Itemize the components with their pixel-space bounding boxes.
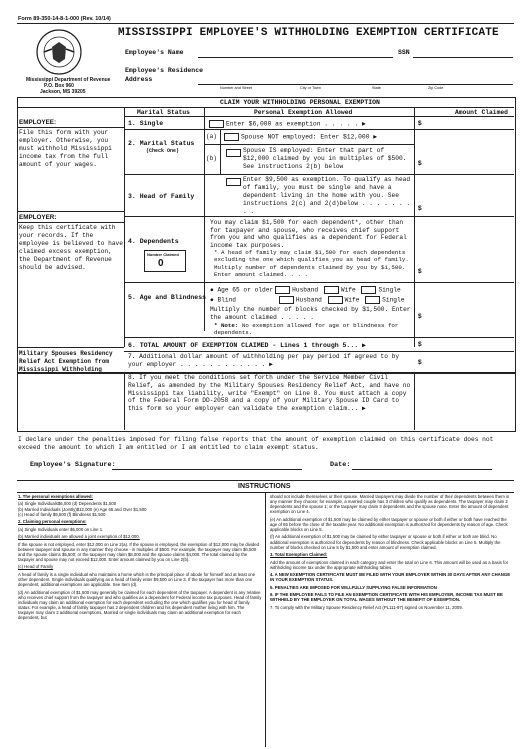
line8-text bbox=[128, 374, 412, 413]
instruction-paragraph: Add the amount of exemptions claimed in each category and enter the total on Line 6. This amount will be used as a basis for withholding income tax under the appropriate withholding tables. bbox=[270, 559, 509, 570]
line8-arrow: ▶ bbox=[361, 405, 366, 413]
instruction-paragraph: (f) An additional exemption of $1,500 may be claimed by either taxpayer or spouse or both if either or both are blind. No additional exemption is authorized for dependents by reason of blindness. Check applicable blocks on Line 5. Multiply the number of blocks checked on Line 5 by $1,500 and enter amount of exemption claimed. bbox=[270, 534, 501, 550]
ssn-label: SSN bbox=[398, 49, 410, 56]
dept-po: P.O. Box 960 bbox=[44, 83, 74, 89]
line2a-mark: (a) bbox=[206, 133, 217, 140]
residence-label: Employee's Residence bbox=[125, 67, 204, 74]
instruction-paragraph: (d) An additional exemption of $1,500 may generally be claimed for each dependent of the taxpayer. A dependent is any relative who receives chief support from the taxpayer and who qualifies as a dependent for Federal income tax purposes. Head of family individuals may claim an additional exemption for each dependent excluding the one which qualifies you for head of family status. For example, a head of family taxpayer has 2 dependent children and his dependent mother living with him. The taxpayer may claim 2 additional exemptions. Married or single individuals may claim an additional exemption for each dependent, but bbox=[18, 589, 262, 620]
blind-single-checkbox[interactable] bbox=[365, 296, 380, 304]
line2a-row bbox=[222, 133, 377, 141]
instruction-paragraph: 3. Total Exemption Claimed: bbox=[270, 552, 328, 558]
employee-name-label: Employee's Name bbox=[125, 49, 184, 56]
age65-single-label: Single bbox=[378, 286, 401, 294]
line2a-checkbox[interactable] bbox=[224, 133, 239, 141]
line2a-text: Spouse NOT employed: Enter $12,000 bbox=[241, 133, 370, 141]
employer-text: Keep this certificate with your records. If the employee is believed to have claimed excess exemption, the Department of Revenue should be advised. bbox=[19, 224, 123, 271]
line4-dollar: $ bbox=[418, 268, 422, 275]
line5-dollar: $ bbox=[418, 313, 422, 320]
line3-label: 3. Head of Family bbox=[128, 193, 195, 200]
blind-husband-label: Husband bbox=[295, 296, 322, 304]
seal-icon bbox=[36, 29, 82, 75]
instructions-left bbox=[18, 494, 262, 622]
line6-row bbox=[128, 341, 366, 349]
blind-single-label: Single bbox=[382, 296, 405, 304]
line2a-arrow: ▶ bbox=[373, 133, 378, 141]
addr-sub-state: State bbox=[372, 86, 381, 90]
line2b-mark: (b) bbox=[206, 155, 217, 162]
employee-text: File this form with your employer. Otherwise, you must withhold Mississippi income tax from the full amount of your wages. bbox=[19, 129, 112, 168]
form-title: MISSISSIPPI EMPLOYEE'S WITHHOLDING EXEMPTION CERTIFICATE bbox=[118, 27, 499, 39]
addr-sub-zip: Zip Code bbox=[428, 86, 444, 90]
dept-name: Mississippi Department of Revenue bbox=[26, 77, 111, 83]
line7-dollar: $ bbox=[418, 359, 422, 366]
line1-row bbox=[207, 120, 366, 128]
line7-text bbox=[128, 353, 412, 368]
line5-label: 5. Age and Blindness bbox=[128, 294, 207, 301]
age65-husband-checkbox[interactable] bbox=[275, 286, 290, 294]
instructions-right bbox=[270, 494, 512, 612]
employer-title: EMPLOYER: bbox=[19, 214, 57, 221]
instruction-paragraph: 1. The personal exemptions allowed: bbox=[18, 494, 93, 499]
address-field[interactable] bbox=[198, 84, 513, 85]
ssn-field[interactable] bbox=[413, 57, 513, 58]
line6-arrow: ▶ bbox=[362, 342, 366, 349]
col-marital-status: Marital Status bbox=[137, 109, 190, 116]
instruction-paragraph: If the spouse is not employed, enter $12,000 on Line 2(a). If the spouse is employed, the exemption of $12,000 may be divided between taxpayer and spouse in any manner they choose - in multiples of $500. For example, the taxpayer may claim $6,500 and the spouse claims $5,500; or the taxpayer may claim $8,000 and the spouse claims $4,000. The total claimed by the taxpayer and spouse may not exceed $12,000. Enter amount claimed by you on Line 2(b). bbox=[18, 541, 260, 562]
line2b-checkbox[interactable] bbox=[226, 149, 241, 157]
instruction-paragraph: should not include themselves or their spouse. Married taxpayers may divide the number of their dependents between them in any manner they choose; for example, a married couple has 3 children who qualify as dependents. The taxpayer may claim 2 dependents and the spouse 1; or the taxpayer may claim 3 dependents and the spouse none. Enter the amount of dependent exemption on Line 4. bbox=[270, 494, 510, 515]
line4-note: * A head of family may claim $1,500 for each dependents excluding the one which qualifies you as head of family. Multiply number of dependents claimed by you by $1,500. Enter amount claimed. . . . bbox=[214, 249, 409, 278]
signature-field[interactable] bbox=[112, 469, 302, 470]
line2-dollar: $ bbox=[418, 160, 422, 167]
declaration-text: I declare under the penalties imposed for filing false reports that the amount of exemption claimed on this certificate does not exceed the amount to which I am entitled or I am entitled to claim exempt status. bbox=[18, 436, 494, 451]
claim-banner: CLAIM YOUR WITHHOLDING PERSONAL EXEMPTION bbox=[220, 99, 380, 106]
instruction-paragraph: (c) Head of Family bbox=[18, 564, 54, 570]
instruction-paragraph: 2. Claiming personal exemptions: bbox=[18, 519, 87, 525]
line1-checkbox[interactable] bbox=[209, 120, 224, 128]
line1-label: 1. Single bbox=[128, 120, 164, 127]
instructions-title: INSTRUCTIONS bbox=[238, 483, 291, 490]
dept-city: Jackson, MS 39205 bbox=[40, 89, 86, 95]
address-label: Address bbox=[125, 76, 153, 83]
line6-text: 6. TOTAL AMOUNT OF EXEMPTION CLAIMED - Lines 1 through 5... bbox=[128, 342, 359, 349]
line5-text: Multiply the number of blocks checked by $1,500. Enter the amount claimed . . . . . bbox=[210, 306, 411, 321]
line5-row1: ● Age 65 or older Husband Wife Single bbox=[210, 286, 401, 294]
line5-note bbox=[214, 322, 412, 337]
age65-husband-label: Husband bbox=[292, 286, 319, 294]
line2-sub: (Check One) bbox=[146, 148, 180, 154]
employee-title: EMPLOYEE: bbox=[19, 119, 57, 126]
military-text: Military Spouses Residency Relief Act Exemption from Mississippi Withholding bbox=[19, 350, 113, 373]
blind-wife-label: Wife bbox=[344, 296, 360, 304]
line5-note-text: No exemption allowed for age or blindness for dependents. bbox=[214, 322, 399, 337]
line5-row2: ● Blind Husband Wife Single bbox=[210, 296, 405, 304]
instruction-paragraph: (a) Single Individuals enter $6,000 on Line 1. bbox=[18, 526, 104, 532]
employee-name-field[interactable] bbox=[198, 57, 393, 58]
line6-dollar: $ bbox=[418, 341, 422, 348]
age65-wife-label: Wife bbox=[340, 286, 356, 294]
dependents-number-label: Number Claimed bbox=[147, 252, 179, 257]
line4-text: You may claim $1,500 for each dependent*, other than for taxpayer and spouse, who receives chief support from you and who qualifies as a dependent for Federal income tax purposes. bbox=[210, 219, 407, 250]
line3-checkbox[interactable] bbox=[226, 178, 241, 186]
blind-husband-checkbox[interactable] bbox=[279, 296, 294, 304]
instruction-paragraph: 7. To comply with the Military Spouse Residency Relief Act (PL111-97) signed on November 11, 2009. bbox=[270, 604, 463, 610]
form-number: Form 89-350-14-8-1-000 (Rev. 10/14) bbox=[18, 16, 111, 22]
line1-arrow: ▶ bbox=[362, 120, 366, 128]
instruction-paragraph: 6. IF THE EMPLOYEE FAILS TO FILE AN EXEMPTION CERTIFICATE WITH HIS EMPLOYER, INCOME TAX MUST BE WITHHELD BY THE EMPLOYER ON TOTAL WAGES WITHOUT THE BENEFIT OF EXEMPTION. bbox=[270, 592, 503, 603]
line4-label: 4. Dependents bbox=[128, 238, 179, 245]
line1-dollar: $ bbox=[418, 120, 422, 127]
instruction-paragraph: A head of family is a single individual who maintains a home which is the principal place of abode for himself and at least one other dependent. Single individuals qualifying as a head of family enter $9,500 on Line 3. If the taxpayer has more than one dependent, additional exemptions are applicable. See Item (d). bbox=[18, 571, 256, 588]
instruction-paragraph: (e) An additional exemption of $1,500 may be claimed by either taxpayer or spouse or both if either or both have reached the age of 65 before the close of the taxable year. No additional exemption is authorized for dependents by reason of age. Check applicable blocks on Line 5. bbox=[270, 516, 508, 532]
instruction-paragraph: (b) Married individuals are allowed a joint exemption of $12,000. bbox=[18, 534, 140, 540]
age65-single-checkbox[interactable] bbox=[361, 286, 376, 294]
line1-text: Enter $6,000 as exemption . . . . . bbox=[226, 120, 359, 128]
col-personal: Personal Exemption Allowed bbox=[254, 109, 353, 116]
line8-label: 8. If you meet the conditions set forth under the Service Member Civil Relief, as amended by the Military Spouses Residency Relief Act, and have no Mississippi tax liability, write "Exempt" on Line 8. You must attach a copy of the Federal Form DD-2058 and a copy of your Military Spouse ID Card to this form so your employer can validate the exemption claim... bbox=[128, 374, 411, 413]
signature-label: Employee's Signature: bbox=[30, 461, 116, 469]
line7-label: 7. Additional dollar amount of withholding per pay period if agreed to by your employer . . . . . . . . . . . . bbox=[128, 353, 400, 368]
instruction-paragraph: (a) Single Individuals$6,000 (d) Dependents $1,500 (b) Married Individuals (Jointly)$12,000 (e) Age 65 and Over $1,500 (c) Head of family $9,500 (f) Blindness $1,500 bbox=[18, 501, 147, 517]
col-amount: Amount Claimed bbox=[455, 109, 508, 116]
line7-arrow: ▶ bbox=[269, 360, 273, 368]
addr-sub-city: City or Town bbox=[300, 86, 321, 90]
line2b-text: Spouse IS employed: Enter that part of $12,000 claimed by you in multiples of $500. See instructions 2(b) below bbox=[243, 147, 407, 170]
line2-label: 2. Marital Status bbox=[128, 140, 195, 147]
date-label: Date: bbox=[330, 461, 351, 469]
instruction-paragraph: 4. A NEW EXEMPTION CERTIFICATE MUST BE FILED WITH YOUR EMPLOYER WITHIN 30 DAYS AFTER ANY CHANGE IN YOUR EXEMPTION STATUS. bbox=[270, 572, 511, 583]
age65-wife-checkbox[interactable] bbox=[324, 286, 339, 294]
addr-sub-street: Number and Street bbox=[220, 86, 253, 90]
date-field[interactable] bbox=[352, 469, 492, 470]
line3-text: Enter $9,500 as exemption. To qualify as head of family, you must be single and have a dependent living in the home with you. See instructions 2(c) and 2(d)below . . . . . . . . . bbox=[243, 176, 411, 215]
line5-note-label: * Note: bbox=[214, 322, 239, 329]
age65-text: Age 65 or older bbox=[217, 286, 274, 294]
blind-text: Blind bbox=[217, 296, 237, 304]
line3-dollar: $ bbox=[418, 205, 422, 212]
blind-wife-checkbox[interactable] bbox=[328, 296, 343, 304]
dependents-number-value[interactable]: 0 bbox=[158, 258, 164, 269]
instruction-paragraph: 5. PENALTIES ARE IMPOSED FOR WILLFULLY SUPPLYING FALSE INFORMATION bbox=[270, 584, 437, 590]
